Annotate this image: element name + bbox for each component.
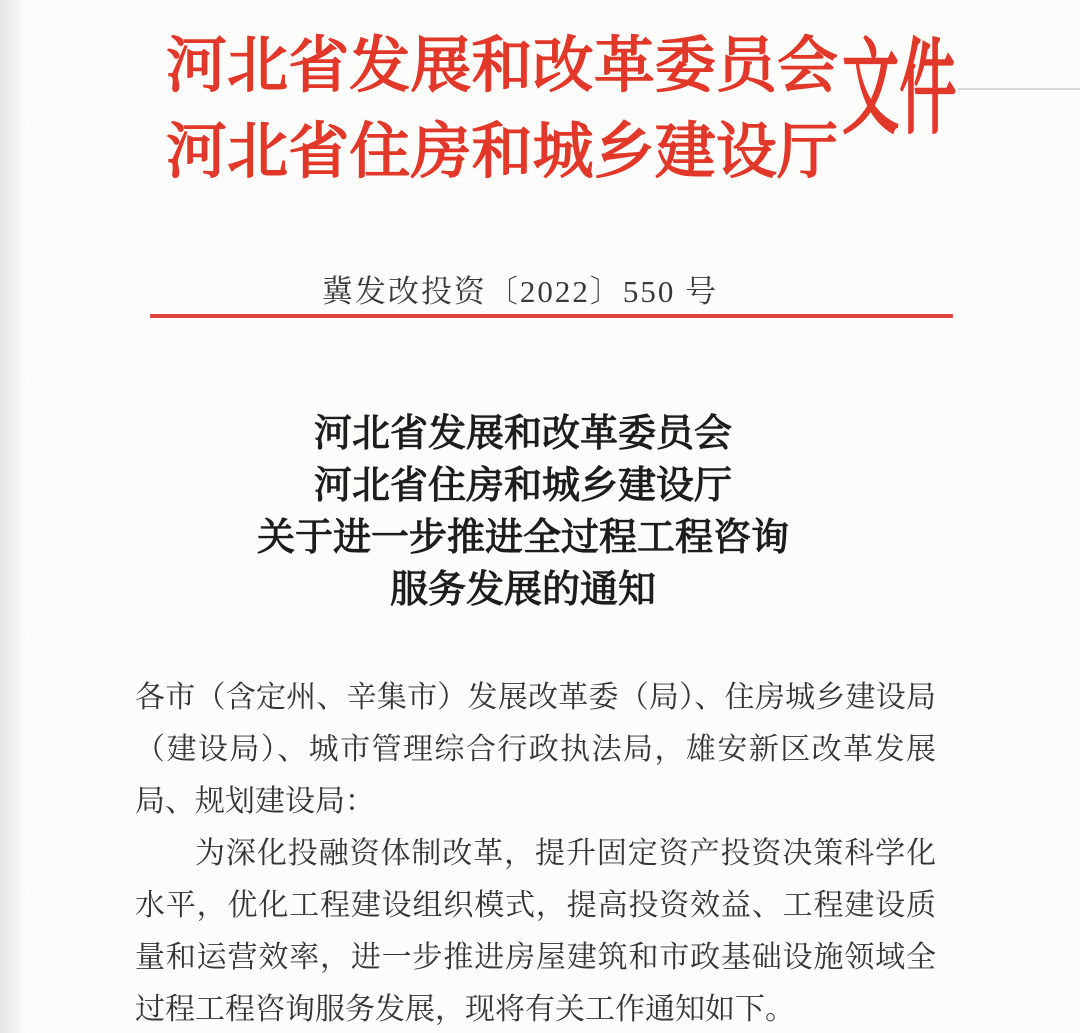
red-separator-rule [150, 314, 953, 318]
document-title-line-3: 关于进一步推进全过程工程咨询 [256, 517, 789, 559]
letterhead-org-line-1: 河北省发展和改革委员会 [166, 33, 838, 100]
document-title-line-1: 河北省发展和改革委员会 [313, 413, 732, 455]
letterhead-org-line-2: 河北省住房和城乡建设厅 [166, 119, 838, 186]
document-title-line-2: 河北省住房和城乡建设厅 [313, 465, 732, 507]
document-body [135, 672, 936, 1033]
red-letterhead [166, 24, 966, 196]
body-paragraph-1: 为深化投融资体制改革，提升固定资产投资决策科学化水平，优化工程建设组织模式，提高投资效益、工程建设质量和运营效率，进一步推进房屋建筑和市政基础设施领域全过程工程咨询服务发展，现将有关工作通知如下。 [135, 837, 936, 1026]
document-reference-number: 冀发改投资〔2022〕550 号 [321, 274, 719, 309]
recipients-line: 各市（含定州、辛集市）发展改革委（局）、住房城乡建设局（建设局）、城市管理综合行政执法局，雄安新区改革发展局、规划建设局： [135, 681, 936, 818]
scan-artifact-line [958, 88, 1080, 90]
document-title-line-4: 服务发展的通知 [389, 569, 656, 611]
letterhead-org-names [166, 24, 838, 196]
document-title [0, 408, 1046, 616]
letterhead-document-mark: 文件 [842, 32, 957, 147]
